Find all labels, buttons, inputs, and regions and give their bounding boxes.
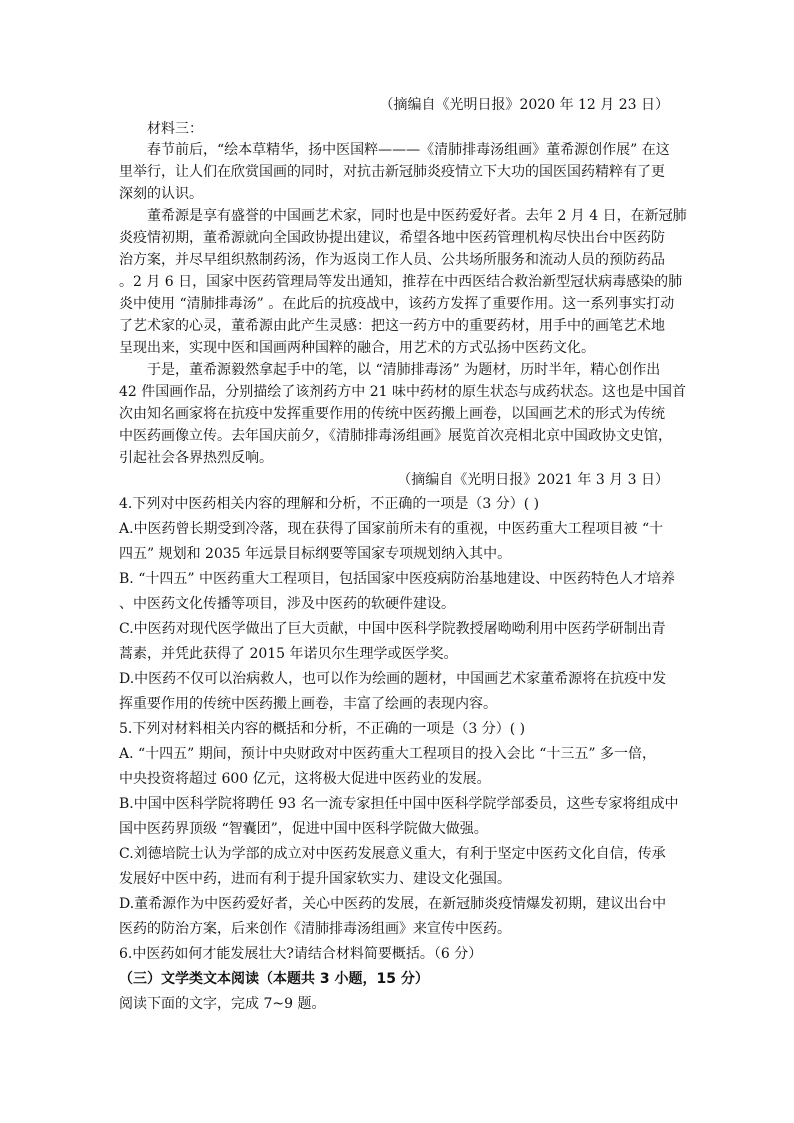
question-6: 6.中医药如何才能发展壮大?请结合材料简要概括。（6 分） bbox=[119, 946, 483, 962]
question-4-stem: 4.下列对中医药相关内容的理解和分析，不正确的一项是（3 分）( ) bbox=[119, 496, 540, 512]
reading-instruction: 阅读下面的文字，完成 7~9 题。 bbox=[119, 996, 326, 1012]
paragraph-line: 里举行，让人们在欣赏国画的同时，对抗击新冠肺炎疫情立下大功的国医国药精粹有了更 bbox=[119, 164, 665, 180]
question-5-stem: 5.下列对材料相关内容的概括和分析，不正确的一项是（3 分）( ) bbox=[119, 721, 526, 737]
q4-option-c: C.中医药对现代医学做出了巨大贡献，中国中医科学院教授屠呦呦利用中医药学研制出青 bbox=[119, 621, 666, 637]
paragraph-line: 引起社会各界热烈反响。 bbox=[119, 450, 273, 466]
paragraph-line: 于是，董希源毅然拿起手中的笔，以 “清肺排毒汤” 为题材，历时半年，精心创作出 bbox=[147, 362, 661, 378]
paragraph-line: 中医药画像立传。去年国庆前夕，《清肺排毒汤组画》展览首次亮相北京中国政协文史馆， bbox=[119, 428, 672, 444]
section-heading: （三）文学类文本阅读（本题共 3 小题，15 分） bbox=[119, 971, 429, 987]
paragraph-line: 春节前后，“绘本草精华，扬中医国粹———《清肺排毒汤组画》董希源创作展” 在这 bbox=[147, 142, 670, 158]
paragraph-line: 42 件国画作品，分别描绘了该剂药方中 21 味中药材的原生状态与成药状态。这也是中国首 bbox=[119, 384, 686, 400]
q5-option-a: A. “十四五” 期间，预计中央财政对中医药重大工程项目的投入会比 “十三五” 多一倍， bbox=[119, 746, 656, 762]
q5-option-d: D.董希源作为中医药爱好者，关心中医药的发展，在新冠肺炎疫情爆发初期，建议出台中 bbox=[119, 896, 667, 912]
paragraph-line: 治方案，并尽早组织熬制药汤，作为返岗工作人员、公共场所服务和流动人员的预防药品 bbox=[119, 252, 665, 268]
paragraph-line: 呈现出来，实现中医和国画两种国粹的融合，用艺术的方式弘扬中医药文化。 bbox=[119, 340, 595, 356]
q4-option-b: B. “十四五” 中医药重大工程项目，包括国家中医疫病防治基地建设、中医药特色人才培养 bbox=[119, 571, 675, 587]
material3-heading: 材料三： bbox=[147, 121, 203, 137]
paragraph-line: 董希源是享有盛誉的中国画艺术家，同时也是中医药爱好者。去年 2 月 4 日，在新冠肺 bbox=[147, 208, 687, 224]
q4-option-d: 挥重要作用的传统中医药搬上画卷，丰富了绘画的表现内容。 bbox=[119, 696, 497, 712]
q4-option-a: 四五” 规划和 2035 年远景目标纲要等国家专项规划纳入其中。 bbox=[119, 546, 512, 562]
q5-option-b: 国中医药界顶级 “智囊团”，促进中国中医科学院做大做强。 bbox=[119, 821, 488, 837]
q4-option-a: A.中医药曾长期受到冷落，现在获得了国家前所未有的重视，中医药重大工程项目被 “十 bbox=[119, 521, 664, 537]
source-citation-1: （摘编自《光明日报》2020 年 12 月 23 日） bbox=[379, 97, 669, 113]
q4-option-c: 蒿素，并凭此获得了 2015 年诺贝尔生理学或医学奖。 bbox=[119, 646, 458, 662]
paragraph-line: 次由知名画家将在抗疫中发挥重要作用的传统中医药搬上画卷，以国画艺术的形式为传统 bbox=[119, 406, 665, 422]
paragraph-line: 炎疫情初期，董希源就向全国政协提出建议，希望各地中医药管理机构尽快出台中医药防 bbox=[119, 230, 665, 246]
paragraph-line: 。2 月 6 日，国家中医药管理局等发出通知，推荐在中西医结合救治新型冠状病毒感染的肺 bbox=[119, 274, 683, 290]
q5-option-c: 发展好中医中药，进而有利于提升国家软实力、建设文化强国。 bbox=[119, 871, 511, 887]
q4-option-b: 、中医药文化传播等项目，涉及中医药的软硬件建设。 bbox=[119, 596, 455, 612]
q4-option-d: D.中医药不仅可以治病救人，也可以作为绘画的题材，中国画艺术家董希源将在抗疫中发 bbox=[119, 671, 667, 687]
q5-option-c: C.刘德培院士认为学部的成立对中医药发展意义重大，有利于坚定中医药文化自信，传承 bbox=[119, 846, 666, 862]
q5-option-b: B.中国中医科学院将聘任 93 名一流专家担任中国中医科学院学部委员，这些专家将组成中 bbox=[119, 796, 679, 812]
paragraph-line: 了艺术家的心灵，董希源由此产生灵感：把这一药方中的重要药材，用手中的画笔艺术地 bbox=[119, 318, 665, 334]
paragraph-line: 炎中使用 “清肺排毒汤” 。在此后的抗疫战中，该药方发挥了重要作用。这一系列事实打动 bbox=[119, 296, 675, 312]
q5-option-a: 中央投资将超过 600 亿元，这将极大促进中医药业的发展。 bbox=[119, 771, 491, 787]
source-citation-2: （摘编自《光明日报》2021 年 3 月 3 日） bbox=[397, 472, 669, 488]
q5-option-d: 医药的防治方案，后来创作《清肺排毒汤组画》来宣传中医药。 bbox=[119, 921, 511, 937]
paragraph-line: 深刻的认识。 bbox=[119, 186, 203, 202]
